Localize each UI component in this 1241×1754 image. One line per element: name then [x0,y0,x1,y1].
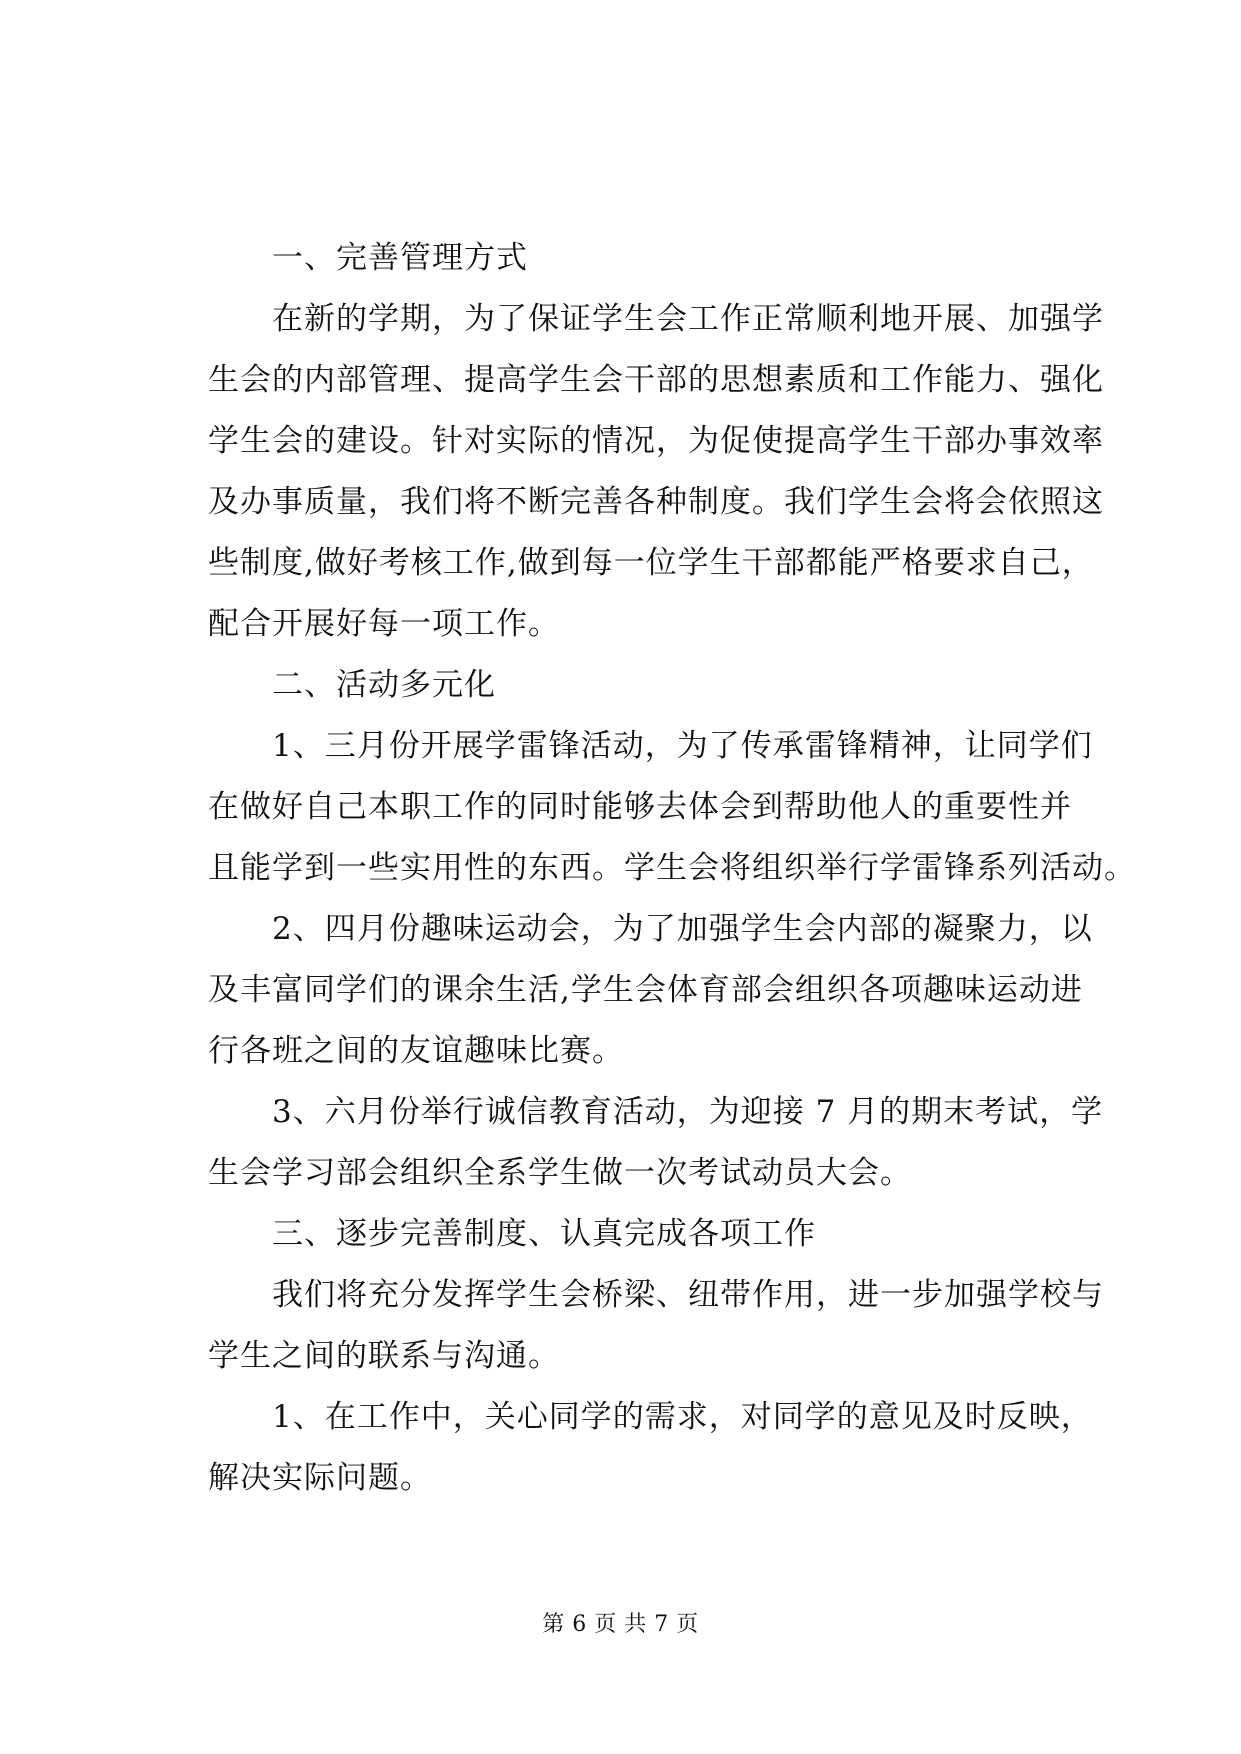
text-line: 1、三月份开展学雷锋活动，为了传承雷锋精神，让同学们 [272,728,1093,764]
text-line: 生会的内部管理、提高学生会干部的思想素质和工作能力、强化 [208,362,1104,398]
text-line: 2、四月份趣味运动会，为了加强学生会内部的凝聚力，以 [272,911,1093,947]
text-line: 且能学到一些实用性的东西。学生会将组织举行学雷锋系列活动。 [208,850,1136,886]
text-line: 及丰富同学们的课余生活,学生会体育部会组织各项趣味运动进 [208,972,1083,1008]
text-line: 在做好自己本职工作的同时能够去体会到帮助他人的重要性并 [208,789,1072,825]
paragraph-intro [208,289,1104,655]
paragraph-activity-3 [208,1082,1104,1204]
text-line: 行各班之间的友谊趣味比赛。 [208,1033,624,1069]
text-line: 生会学习部会组织全系学生做一次考试动员大会。 [208,1155,912,1191]
heading-2 [208,655,1083,716]
text-line: 解决实际问题。 [208,1460,432,1496]
paragraph-work-1 [208,1387,1093,1509]
text-line: 二、活动多元化 [272,667,496,703]
paragraph-activity-2 [208,899,1093,1082]
text-line: 三、逐步完善制度、认真完成各项工作 [272,1216,816,1252]
paragraph-activity-1 [208,716,1136,899]
heading-1 [208,228,1083,289]
document-body [208,228,1136,1509]
heading-3 [208,1204,1083,1265]
text-line: 配合开展好每一项工作。 [208,606,560,642]
text-line: 学生会的建设。针对实际的情况，为促使提高学生干部办事效率 [208,423,1104,459]
text-line: 及办事质量，我们将不断完善各种制度。我们学生会将会依照这 [208,484,1104,520]
paragraph-bridge [208,1265,1104,1387]
page-number-footer: 第 6 页 共 7 页 [542,1612,699,1637]
text-line: 在新的学期，为了保证学生会工作正常顺利地开展、加强学 [272,301,1104,337]
text-line: 一、完善管理方式 [272,240,528,276]
text-line: 1、在工作中，关心同学的需求，对同学的意见及时反映， [272,1399,1093,1435]
text-line: 我们将充分发挥学生会桥梁、纽带作用，进一步加强学校与 [272,1277,1104,1313]
text-line: 些制度,做好考核工作,做到每一位学生干部都能严格要求自己， [208,545,1094,581]
text-line: 3、六月份举行诚信教育活动，为迎接 7 月的期末考试，学 [272,1094,1104,1130]
text-line: 学生之间的联系与沟通。 [208,1338,560,1374]
